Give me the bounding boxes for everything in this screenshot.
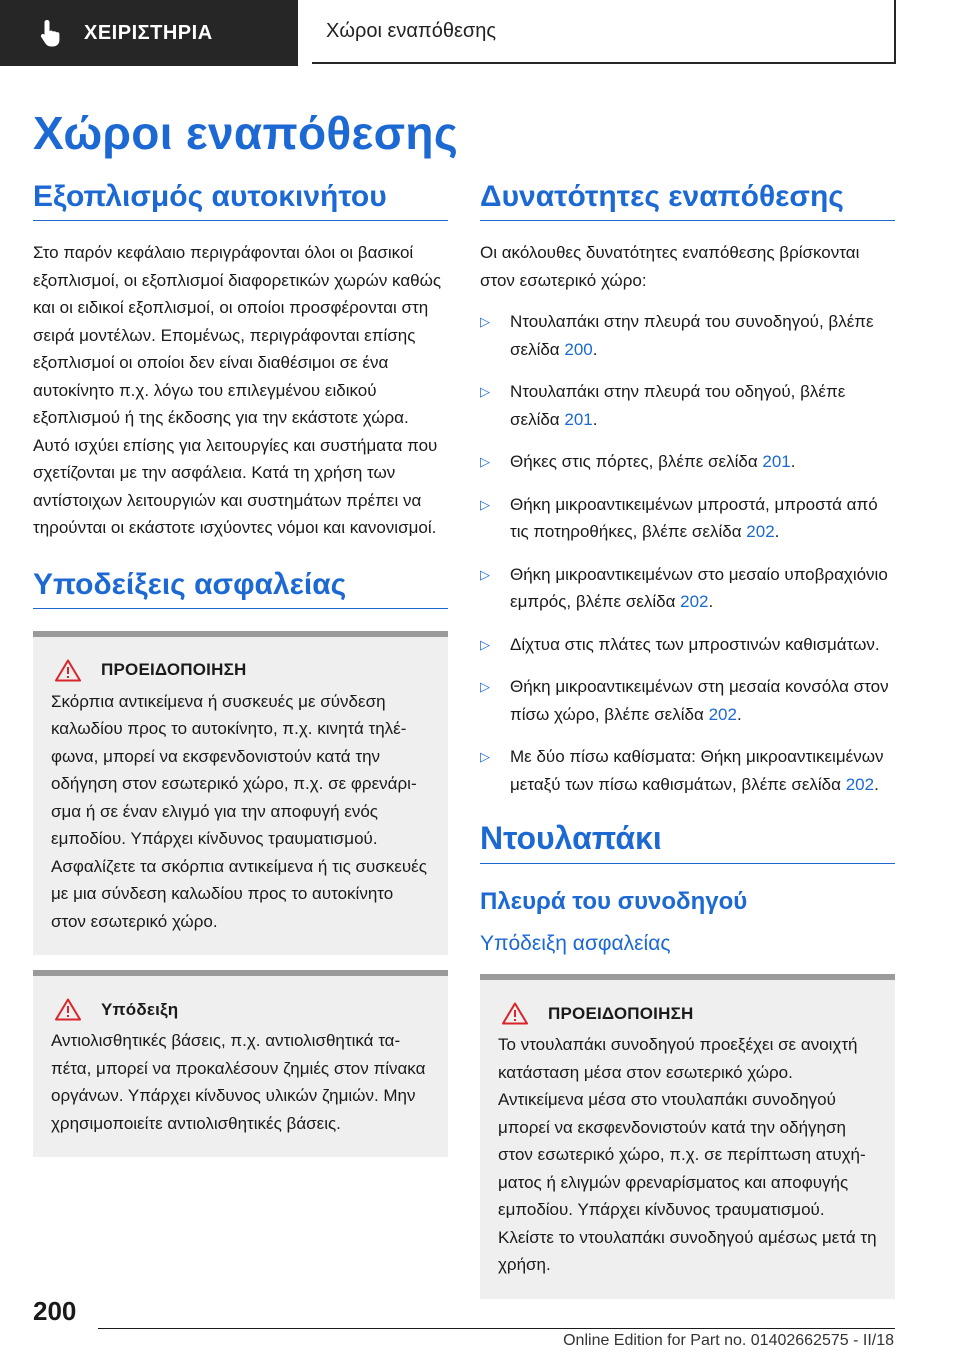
page-link[interactable]: 202 [746,522,775,541]
page-link[interactable]: 200 [564,339,593,359]
list-item [480,673,895,728]
page-header [0,0,960,66]
list-item-end: . [708,592,714,611]
list-item-end: . [874,774,879,794]
triangle-bullet-icon: ▷ [480,314,490,329]
page-link[interactable]: 201 [564,409,593,429]
list-item-end: . [592,339,598,359]
triangle-bullet-icon: ▷ [480,454,490,469]
list-item-text: Με δύο πίσω καθίσματα: Θήκη μικροαντικειμένων μεταξύ των πίσω καθισμάτων, βλέπε σελίδα [510,747,884,794]
section-label: ΧΕΙΡΙΣΤΗΡΙΑ [84,21,213,44]
equipment-text: Στο παρόν κεφάλαιο περιγράφονται όλοι οι βασικοί εξοπλισμοί, οι εξοπλισμοί διαφορετικών χωρών καθώς και οι ειδικοί εξοπλισμοί, οι οποίοι προσφέρονται στη σειρά μοντέλων. Επομένως, περιγράφονται επίσης εξοπλισμοί οι οποίοι δεν είναι διαθέσιμοι σε ένα αυτοκίνητο π.χ. λόγω του επιλεγμένου ειδικού εξοπλισμού ή της έκδοσης για την εκάστοτε χώρα. Αυτό ισχύει επίσης για λειτουργίες και συστήματα που σχετίζονται με την ασφάλεια. Κατά τη χρήση των αντίστοιχων λειτουργιών και συστημάτων πρέπει να τηρούνται οι εκάστοτε ισχύοντες νόμοι και κανονισμοί. [33,243,442,537]
left-column [33,180,448,1157]
triangle-bullet-icon: ▷ [480,566,490,582]
page-link[interactable]: 202 [708,704,737,724]
page-number: 200 [33,1296,77,1326]
list-item [480,561,895,616]
storage-intro: Οι ακόλουθες δυνατότητες εναπόθεσης βρίσκονται στον εσωτερικό χώρο: [480,243,860,290]
breadcrumb [312,0,896,64]
list-item-text: Θήκη μικροαντικειμένων μπροστά, μπροστά από τις ποτηροθήκες, βλέπε σελίδα [510,494,878,541]
edition-note: Online Edition for Part no. 01402662575 - II/18 [563,1332,894,1349]
storage-heading: Δυνατότητες εναπόθεσης [480,180,895,221]
passenger-side-heading: Πλευρά του συνοδηγού [480,888,748,915]
warning-title: ΠΡΟΕΙΔΟΠΟΙΗΣΗ [101,660,247,679]
warning-box [33,631,448,956]
glovebox-warning-title: ΠΡΟΕΙΔΟΠΟΙΗΣΗ [548,1003,694,1023]
note-text: Αντιολισθητικές βάσεις, π.χ. αντιολισθητικά ταπέτα, μπορεί να προκαλέσουν ζημιές στον πίνακα οργάνων. Υπάρχει κίνδυνος υλικών ζημιών. Μην χρησιμοποιείτε αντιολισθητικές βάσεις. [51,1031,426,1133]
list-item-end: . [774,522,780,541]
list-item-text: Ντουλαπάκι στην πλευρά του συνοδηγού, βλέπε σελίδα [510,312,874,359]
page-title: Χώροι εναπόθεσης [33,107,459,159]
right-column [480,180,895,1299]
triangle-bullet-icon: ▷ [480,496,490,512]
triangle-bullet-icon: ▷ [480,636,490,652]
page-link[interactable]: 201 [762,452,791,471]
list-item-end: . [736,704,742,724]
list-item [480,631,895,659]
page-link[interactable]: 202 [680,592,709,611]
list-item-text: Θήκες στις πόρτες, βλέπε σελίδα [510,452,763,471]
list-item-text: Θήκη μικροαντικειμένων στο μεσαίο υποβραχιόνιο εμπρός, βλέπε σελίδα [510,564,888,611]
list-item [480,308,895,363]
list-item-end: . [592,409,598,429]
hand-pointer-icon [38,18,64,48]
list-item [480,743,895,798]
list-item [480,378,895,433]
safety-note-heading: Υπόδειξη ασφαλείας [480,932,671,955]
equipment-heading: Εξοπλισμός αυτοκινήτου [33,180,448,221]
storage-list [480,308,895,798]
note-title: Υπόδειξη [101,999,179,1019]
list-item [480,491,895,546]
glovebox-warning-box [480,974,895,1299]
warning-text: Σκόρπια αντικείμενα ή συσκευές με σύνδεση καλωδίου προς το αυτοκίνητο, π.χ. κινητά τηλέφωνα, μπορεί να εκσφενδονιστούν κατά την οδήγηση στον εσωτερικό χώρο, π.χ. σε φρενάρισμα ή σε έναν ελιγμό για την αποφυγή ενός εμποδίου. Υπάρχει κίνδυνος τραυματισμού. Ασφαλίζετε τα σκόρπια αντικείμενα ή τις συσκευές με μια σύνδεση καλωδίου προς το αυτοκίνητο στον εσωτερικό χώρο. [51,691,427,931]
warning-triangle-icon [502,1002,528,1025]
warning-triangle-icon [55,659,81,682]
note-box [33,970,448,1157]
triangle-bullet-icon: ▷ [480,679,490,694]
page-link[interactable]: 202 [845,774,875,794]
breadcrumb-label: Χώροι εναπόθεσης [326,19,496,42]
warning-triangle-icon [55,998,81,1021]
section-tab[interactable] [0,0,298,66]
safety-heading: Υποδείξεις ασφαλείας [33,568,448,609]
list-item-end: . [790,452,796,471]
list-item-text: Δίχτυα στις πλάτες των μπροστινών καθισμάτων. [510,634,880,654]
glovebox-heading: Ντουλαπάκι [480,820,895,864]
glovebox-warning-text: Το ντουλαπάκι συνοδηγού προεξέχει σε ανοιχτή κατάσταση μέσα στον εσωτερικό χώρο. Αντικείμενα μέσα στο ντουλαπάκι συνοδηγού μπορεί να εκσφενδονιστούν κατά την οδήγηση στον εσωτερικό χώρο, π.χ. σε περίπτωση ατυχήματος ή ελιγμών φρεναρίσματος και αποφυγής εμποδίου. Υπάρχει κίνδυνος τραυματισμού. Κλείστε το ντουλαπάκι συνοδηγού αμέσως μετά τη χρήση. [498,1035,877,1274]
list-item [480,448,895,476]
list-item-text: Θήκη μικροαντικειμένων στη μεσαία κονσόλα στον πίσω χώρο, βλέπε σελίδα [510,677,889,724]
footer-divider [98,1328,895,1329]
list-item-text: Ντουλαπάκι στην πλευρά του οδηγού, βλέπε σελίδα [510,382,846,429]
triangle-bullet-icon: ▷ [480,749,490,764]
triangle-bullet-icon: ▷ [480,384,490,399]
